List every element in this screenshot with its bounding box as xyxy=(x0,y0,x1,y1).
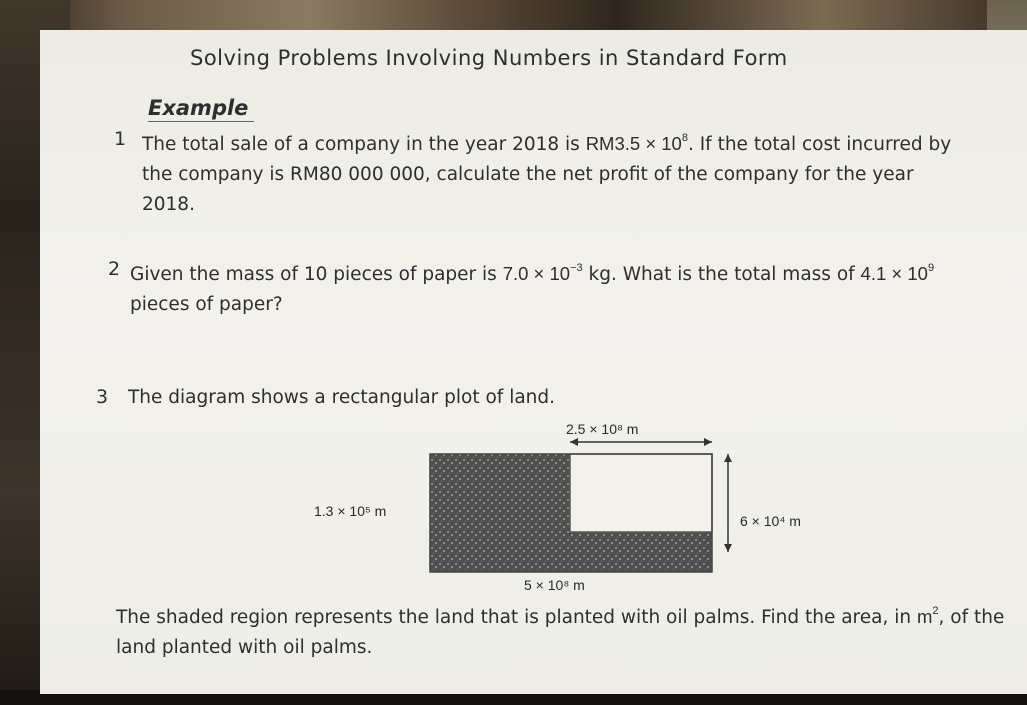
question-1-number: 1 xyxy=(114,128,127,150)
question-2-exponent-pieces: 9 xyxy=(927,262,935,274)
question-3-instruction xyxy=(116,598,1016,663)
question-2-text-c: pieces of paper? xyxy=(130,294,283,316)
question-2-math-pieces: 4.1 × 10 xyxy=(860,263,928,285)
final-text-b: , of the land planted with oil palms. xyxy=(116,607,1005,659)
top-dimension-arrow-right xyxy=(704,438,712,446)
question-2-text-a: Given the mass of 10 pieces of paper is xyxy=(130,264,503,286)
question-1-exponent: 8 xyxy=(681,132,688,144)
top-dimension-label: 2.5 × 10⁸ m xyxy=(566,421,639,437)
question-2-text-b: kg. What is the total mass of xyxy=(582,264,861,286)
question-1-text-b: . If the total cost incurred by the company is RM80 000 000, calculate the net profit of the company for the year 2018. xyxy=(142,134,952,216)
top-dimension-arrow-left xyxy=(570,438,578,446)
right-dimension-arrow-bottom xyxy=(724,544,732,552)
question-3-number: 3 xyxy=(96,386,109,408)
final-unit: m xyxy=(916,606,933,628)
question-1-text-a: The total sale of a company in the year 2018 is xyxy=(142,134,586,156)
unshaded-region xyxy=(570,454,712,532)
final-text-a: The shaded region represents the land that is planted with oil palms. Find the area, in xyxy=(116,607,917,629)
question-2-exponent-mass: −3 xyxy=(570,262,583,274)
example-heading: Example xyxy=(148,96,254,122)
question-3-text: The diagram shows a rectangular plot of land. xyxy=(128,387,556,408)
right-dimension-arrow-top xyxy=(724,454,732,462)
page-title: Solving Problems Involving Numbers in Standard Form xyxy=(190,46,788,70)
left-dimension-label: 1.3 × 10⁵ m xyxy=(314,503,387,519)
question-1-math: RM3.5 × 10 xyxy=(585,133,682,155)
question-2-text xyxy=(130,255,970,320)
right-dimension-label: 6 × 10⁴ m xyxy=(740,513,801,529)
bottom-dimension-label: 5 × 10⁸ m xyxy=(524,577,585,593)
final-unit-exponent: 2 xyxy=(932,605,939,617)
question-2-math-mass: 7.0 × 10 xyxy=(502,263,571,285)
question-1-text xyxy=(142,125,972,220)
question-2-number: 2 xyxy=(108,258,121,280)
land-plot-diagram xyxy=(310,418,801,593)
worksheet-page xyxy=(40,30,1027,694)
